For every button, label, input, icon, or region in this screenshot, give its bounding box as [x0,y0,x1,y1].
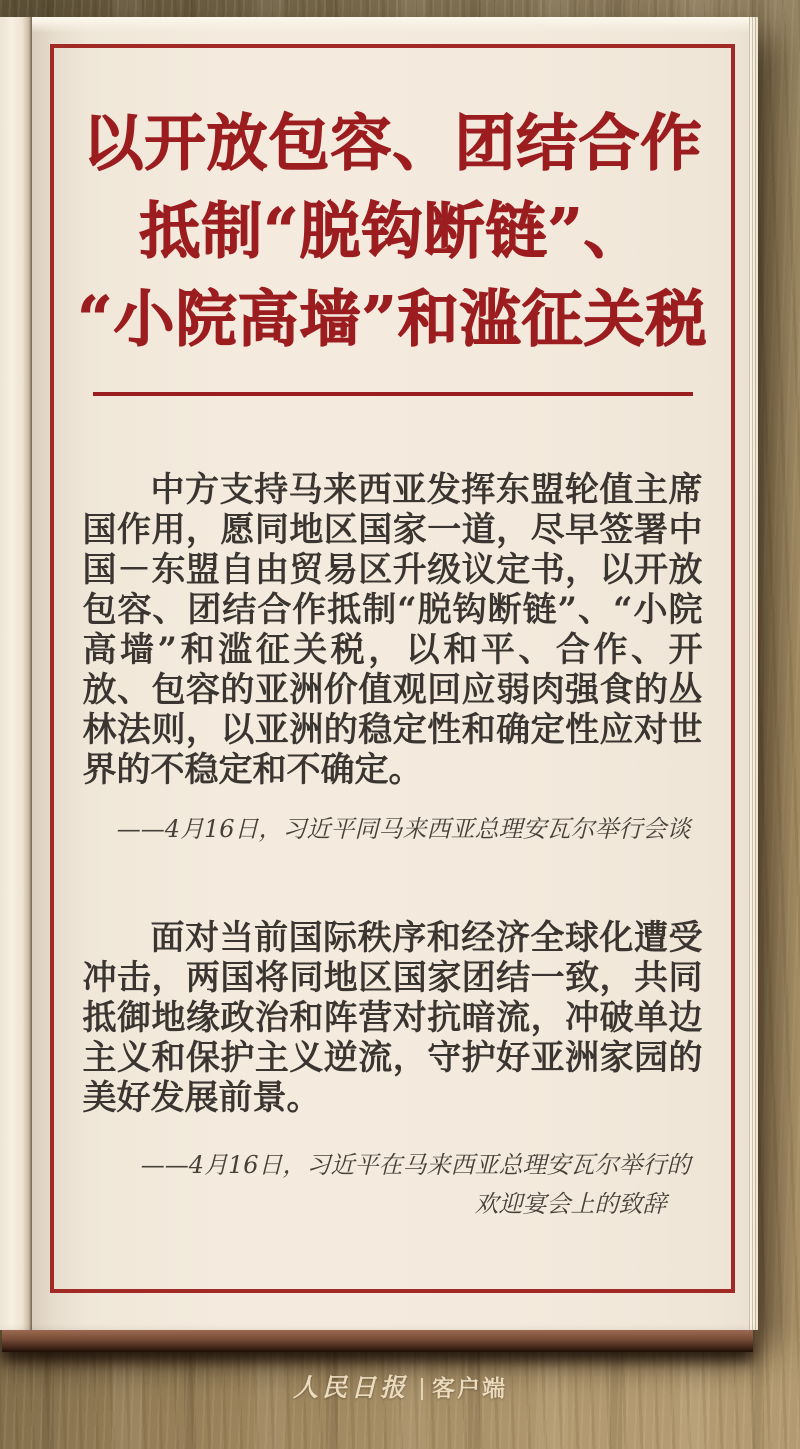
book-left-page-fold [0,17,32,1330]
attribution-2-line-1: ——4月16日，习近平在马来西亚总理安瓦尔举行的 [140,1151,691,1179]
logo-divider-bar [421,1378,423,1400]
book-cover-bottom-edge [2,1330,753,1352]
peoples-daily-logo [0,1368,800,1404]
attribution-2-line-2: 欢迎宴会上的致辞 [474,1190,667,1218]
headline-line-1: 以开放包容、团结合作 [82,108,703,179]
quote-attribution-1: ——4月16日，习近平同马来西亚总理安瓦尔举行会谈 [116,815,691,843]
red-border-frame [50,44,735,1293]
book [0,17,758,1330]
headline [54,100,731,364]
page-stack-edges [749,17,758,1330]
quote-attribution-2 [83,1146,703,1224]
client-app-label: 客户端 [432,1376,507,1402]
title-divider-rule [93,392,693,396]
headline-line-2: 抵制“脱钩断链”、 [139,196,646,267]
quote-paragraph-1: 中方支持马来西亚发挥东盟轮值主席国作用，愿同地区国家一道，尽早签署中国－东盟自由贸易区升级议定书，以开放包容、团结合作抵制“脱钩断链”、“小院高墙”和滥征关税，以和平、合作、开放、包容的亚洲价值观回应弱肉强食的丛林法则，以亚洲的稳定性和确定性应对世界的不稳定和不确定。 [82,470,703,790]
book-page [32,17,749,1330]
peoples-daily-wordmark: 人民日报 [292,1373,409,1402]
quote-paragraph-2: 面对当前国际秩序和经济全球化遭受冲击，两国将同地区国家团结一致，共同抵御地缘政治和阵营对抗暗流，冲破单边主义和保护主义逆流，守护好亚洲家园的美好发展前景。 [82,918,703,1118]
headline-line-3: “小院高墙”和滥征关税 [77,284,708,355]
